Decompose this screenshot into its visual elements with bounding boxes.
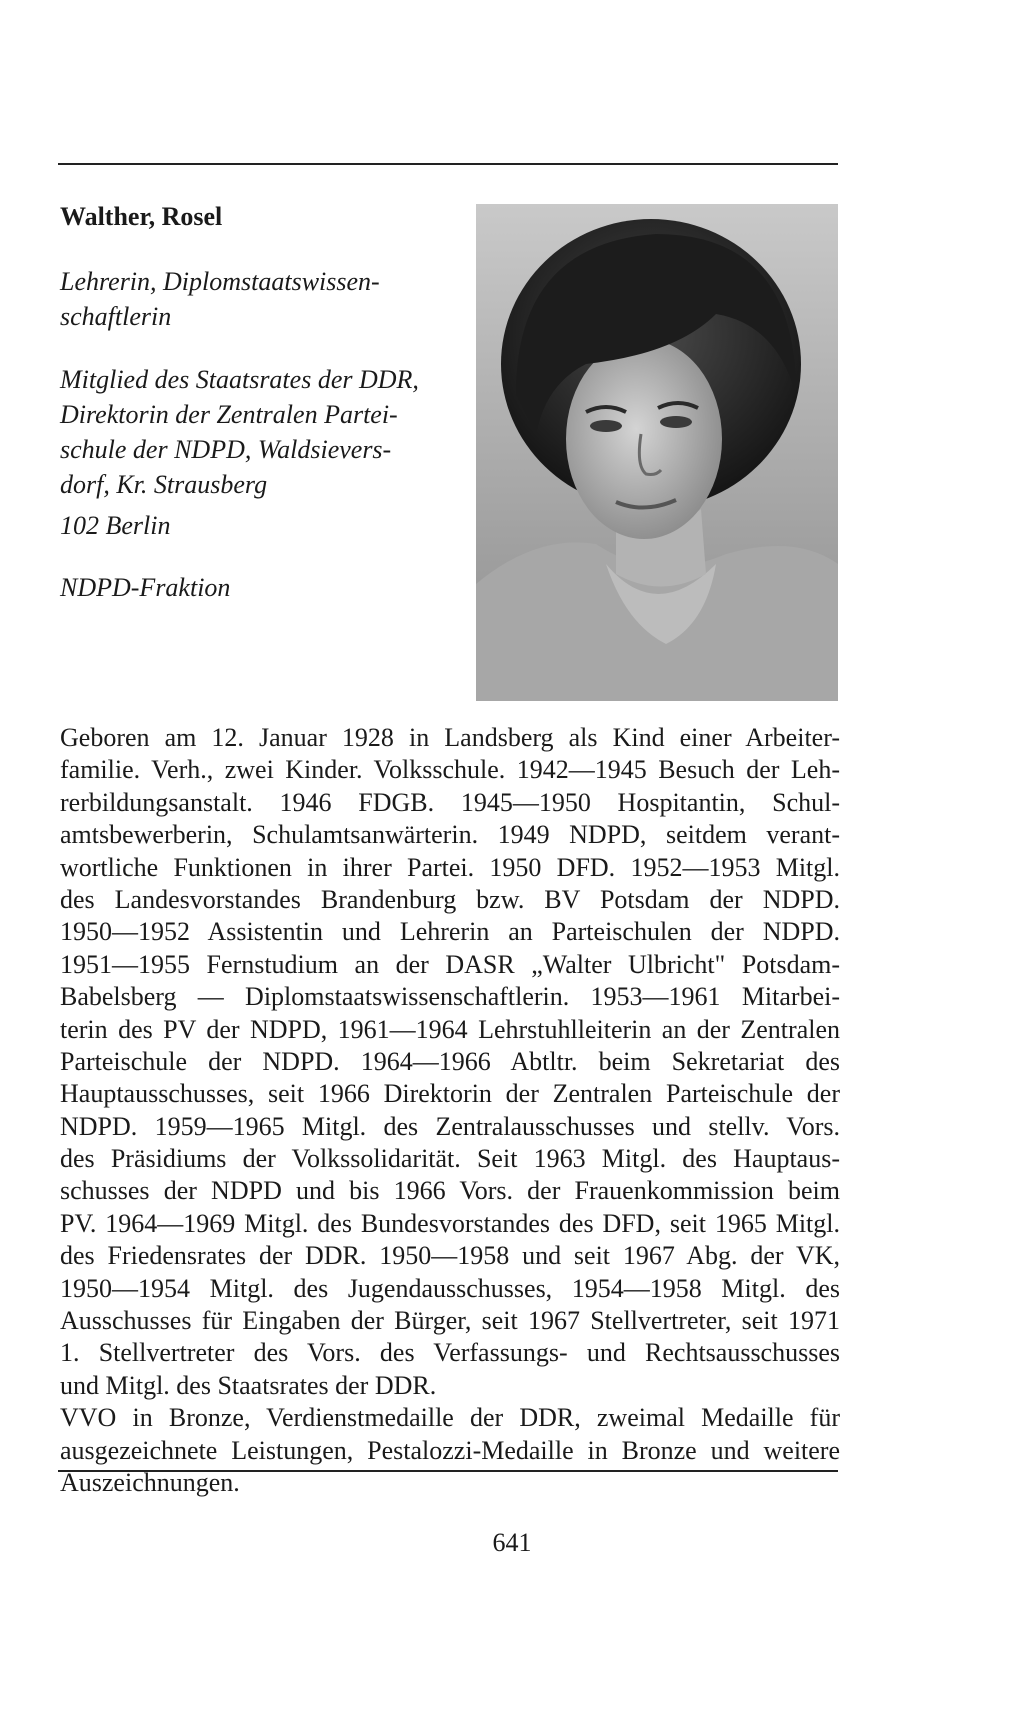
biography-line: 1950—1954 Mitgl. des Jugendausschusses, 1954—1958 Mitgl. des [60,1273,840,1303]
bottom-rule [58,1470,838,1472]
top-rule [58,163,838,165]
portrait-photo [476,204,838,701]
biography-line: wortliche Funktionen in ihrer Partei. 1950 DFD. 1952—1953 Mitgl. [60,852,840,882]
functions-line: schule der NDPD, Waldsievers- [60,435,392,464]
functions-line: dorf, Kr. Strausberg [60,470,268,499]
biography-line: Ausschusses für Eingaben der Bürger, seit 1967 Stellvertreter, seit 1971 [60,1306,840,1336]
entry-name: Walther, Rosel [60,202,223,231]
biography-line: Parteischule der NDPD. 1964—1966 Abtltr. beim Sekretariat des [60,1046,840,1076]
occupation-text [60,264,460,334]
biography-line: schusses der NDPD und bis 1966 Vors. der Frauenkommission beim [60,1176,840,1206]
biography-line: Auszeichnungen. [60,1467,240,1497]
functions-line: Mitglied des Staatsrates der DDR, [60,365,419,394]
occupation-line: Lehrerin, Diplomstaatswissen- [60,267,380,296]
biography-line: Babelsberg — Diplomstaatswissenschaftlerin. 1953—1961 Mitarbei- [60,982,840,1012]
biography-text [60,722,840,1499]
biography-line: rerbildungsanstalt. 1946 FDGB. 1945—1950 Hospitantin, Schul- [60,787,840,817]
occupation-line: schaftlerin [60,302,172,331]
biography-line: VVO in Bronze, Verdienstmedaille der DDR, zweimal Medaille für [60,1403,840,1433]
biography-line: familie. Verh., zwei Kinder. Volksschule. 1942—1945 Besuch der Leh- [60,755,840,785]
biography-line: des Landesvorstandes Brandenburg bzw. BV Potsdam der NDPD. [60,884,840,914]
functions-text [60,362,460,502]
biography-line: ausgezeichnete Leistungen, Pestalozzi-Medaille in Bronze und weitere [60,1435,840,1465]
address-text: 102 Berlin [60,511,171,540]
biography-line: PV. 1964—1969 Mitgl. des Bundesvorstandes des DFD, seit 1965 Mitgl. [60,1208,840,1238]
biography-line: terin des PV der NDPD, 1961—1964 Lehrstuhlleiterin an der Zentralen [60,1014,840,1044]
biography-line: des Friedensrates der DDR. 1950—1958 und seit 1967 Abg. der VK, [60,1241,840,1271]
biography-line: amtsbewerberin, Schulamtsanwärterin. 1949 NDPD, seitdem verant- [60,820,840,850]
biography-line: NDPD. 1959—1965 Mitgl. des Zentralausschusses und stellv. Vors. [60,1111,840,1141]
biography-line: 1950—1952 Assistentin und Lehrerin an Parteischulen der NDPD. [60,917,840,947]
biography-line: 1951—1955 Fernstudium an der DASR „Walter Ulbricht" Potsdam- [60,949,840,979]
biography-line: Hauptausschusses, seit 1966 Direktorin der Zentralen Parteischule der [60,1079,840,1109]
biography-line: und Mitgl. des Staatsrates der DDR. [60,1370,437,1400]
faction-text: NDPD-Fraktion [60,573,231,602]
biography-line: 1. Stellvertreter des Vors. des Verfassungs- und Rechtsausschusses [60,1338,840,1368]
page-number: 641 [492,1528,532,1557]
biography-line: Geboren am 12. Januar 1928 in Landsberg als Kind einer Arbeiter- [60,723,840,752]
functions-line: Direktorin der Zentralen Partei- [60,400,398,429]
biography-line: des Präsidiums der Volkssolidarität. Seit 1963 Mitgl. des Hauptaus- [60,1144,840,1174]
